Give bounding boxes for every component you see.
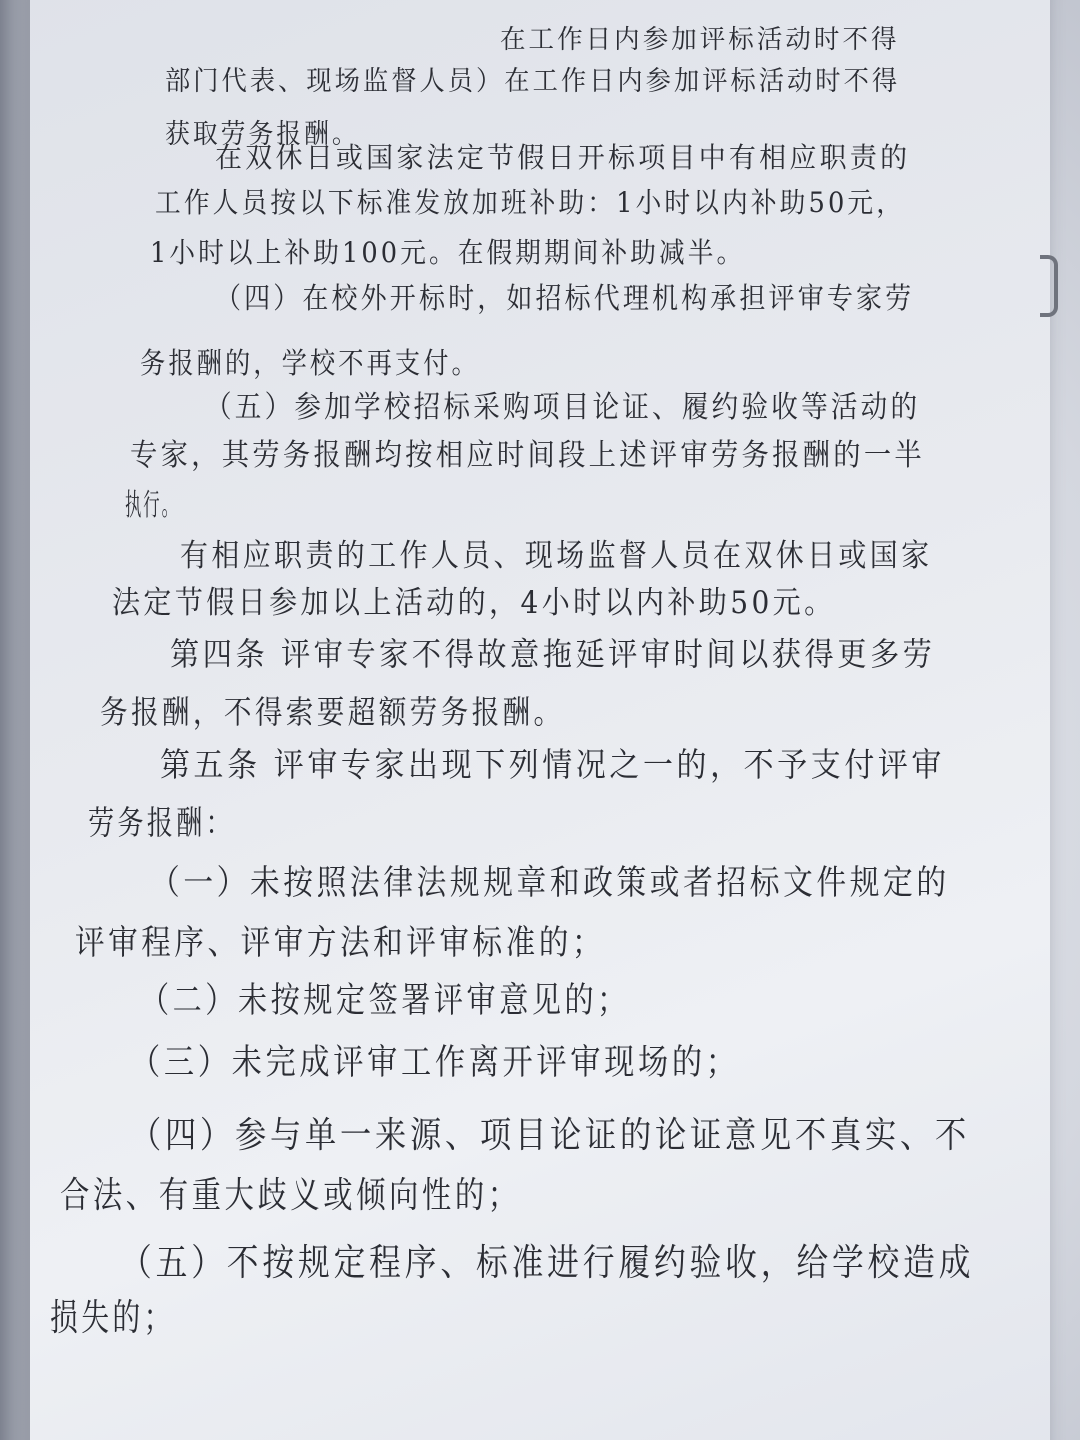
binder-clip-icon xyxy=(1040,255,1058,317)
text-line-1: 部门代表、现场监督人员）在工作日内参加评标活动时不得 xyxy=(165,65,901,97)
text-line-3: 在双休日或国家法定节假日开标项目中有相应职责的 xyxy=(215,141,911,174)
text-line-16: 劳务报酬： xyxy=(88,802,235,842)
page-edge-shadow xyxy=(0,0,34,1440)
text-line-11: 有相应职责的工作人员、现场监督人员在双休日或国家 xyxy=(180,537,933,574)
text-line-24: 损失的； xyxy=(50,1295,175,1339)
text-line-8: （五）参加学校招标采购项目论证、履约验收等活动的 xyxy=(205,390,921,425)
text-line-0: 在工作日内参加评标活动时不得 xyxy=(500,25,900,55)
text-line-23: （五）不按规定程序、标准进行履约验收，给学校造成 xyxy=(120,1240,975,1284)
text-line-12: 法定节假日参加以上活动的，4小时以内补助50元。 xyxy=(112,584,836,621)
text-line-2: 获取劳务报酬。 xyxy=(165,118,360,150)
text-line-7: 务报酬的，学校不再支付。 xyxy=(140,345,480,380)
text-line-17: （一）未按照法律法规规章和政策或者招标文件规定的 xyxy=(150,863,950,903)
text-line-15: 第五条 评审专家出现下列情况之一的，不予支付评审 xyxy=(160,744,945,784)
text-line-6: （四）在校外开标时，如招标代理机构承担评审专家劳 xyxy=(215,280,915,315)
text-line-14: 务报酬，不得索要超额劳务报酬。 xyxy=(100,693,565,731)
text-line-5: 1小时以上补助100元。在假期期间补助减半。 xyxy=(150,236,746,269)
text-line-19: （二）未按规定签署评审意见的； xyxy=(140,980,630,1021)
text-line-13: 第四条 评审专家不得故意拖延评审时间以获得更多劳 xyxy=(170,635,936,673)
text-line-22: 合法、有重大歧义或倾向性的； xyxy=(60,1175,521,1216)
text-line-18: 评审程序、评审方法和评审标准的； xyxy=(75,923,606,963)
text-line-4: 工作人员按以下标准发放加班补助：1小时以内补助50元， xyxy=(155,186,906,219)
text-line-10: 执行。 xyxy=(125,488,180,523)
text-line-9: 专家，其劳务报酬均按相应时间段上述评审劳务报酬的一半 xyxy=(130,438,925,473)
text-line-21: （四）参与单一来源、项目论证的论证意见不真实、不 xyxy=(130,1115,970,1156)
text-line-20: （三）未完成评审工作离开评审现场的； xyxy=(130,1042,740,1083)
